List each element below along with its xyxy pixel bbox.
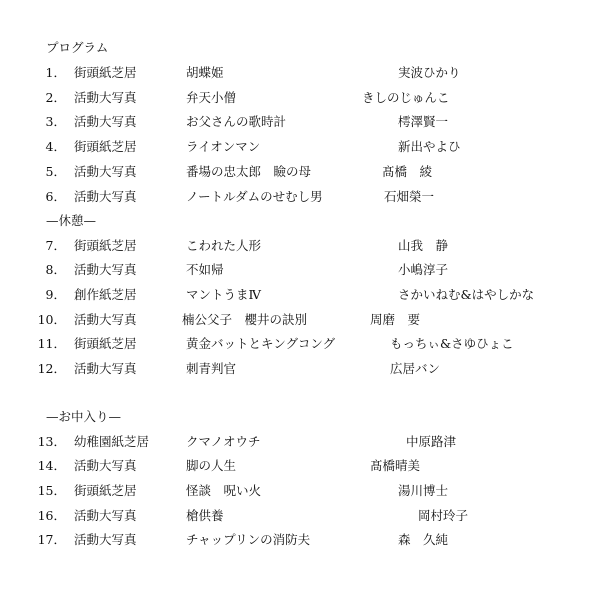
item-number: 7． — [45, 238, 66, 253]
item-genre: 活動大写真 — [74, 361, 137, 376]
program-row — [0, 135, 600, 159]
item-title: お父さんの歌時計 — [186, 114, 287, 129]
item-genre: 活動大写真 — [74, 189, 137, 204]
item-genre: 活動大写真 — [74, 114, 137, 129]
item-performer: 広居バン — [390, 361, 441, 376]
item-genre: 活動大写真 — [74, 458, 137, 473]
item-performer: 樗澤賢一 — [398, 114, 449, 129]
item-performer: 小嶋淳子 — [398, 262, 449, 277]
item-performer: 周磨 要 — [370, 312, 421, 327]
section-heading-program: プログラム — [46, 40, 109, 55]
program-row — [0, 110, 600, 134]
item-number: 11． — [37, 336, 66, 351]
item-title: チャップリンの消防夫 — [186, 532, 311, 547]
item-title: 槍供養 — [186, 508, 224, 523]
program-row — [0, 504, 600, 528]
item-genre: 創作紙芝居 — [74, 287, 137, 302]
item-number: 8． — [45, 262, 66, 277]
item-title: こわれた人形 — [186, 238, 262, 253]
item-performer: 岡村玲子 — [418, 508, 469, 523]
item-number: 12． — [37, 361, 66, 376]
item-performer: 湯川博士 — [398, 483, 449, 498]
program-row — [0, 160, 600, 184]
program-row — [0, 185, 600, 209]
program-row — [0, 357, 600, 381]
item-performer: さかいねむ&はやしかな — [398, 287, 535, 302]
section-heading-nakairi: —お中入り— — [46, 409, 122, 424]
item-number: 1． — [45, 65, 66, 80]
item-number: 2． — [45, 90, 66, 105]
item-title: 刺青判官 — [186, 361, 237, 376]
item-title: ライオンマン — [186, 139, 261, 154]
item-performer: 石畑榮一 — [384, 189, 435, 204]
item-number: 5． — [45, 164, 66, 179]
item-title: 楠公父子 櫻井の訣別 — [182, 312, 308, 327]
item-title: マントうまⅣ — [186, 287, 261, 302]
program-row — [0, 258, 600, 282]
item-title: 怪談 呪い火 — [186, 483, 262, 498]
item-number: 16． — [37, 508, 66, 523]
program-row — [0, 283, 600, 307]
item-performer: 実波ひかり — [398, 65, 461, 80]
item-number: 3． — [45, 114, 66, 129]
item-title: 胡蝶姫 — [186, 65, 224, 80]
item-title: 番場の忠太郎 瞼の母 — [186, 164, 312, 179]
item-performer: きしのじゅんこ — [362, 90, 450, 105]
item-number: 15． — [37, 483, 66, 498]
program-row — [0, 61, 600, 85]
item-performer: 髙橋 綾 — [382, 164, 433, 179]
item-title: 不如帰 — [186, 262, 224, 277]
program-row — [0, 86, 600, 110]
program-row — [0, 454, 600, 478]
program-row — [0, 430, 600, 454]
item-title: クマノオウチ — [186, 434, 261, 449]
item-performer: 森 久純 — [398, 532, 449, 547]
section-heading-intermission: —休憩— — [46, 213, 97, 228]
item-genre: 活動大写真 — [74, 508, 137, 523]
item-number: 10． — [37, 312, 66, 327]
item-number: 13． — [37, 434, 66, 449]
item-title: 弁天小僧 — [186, 90, 237, 105]
item-title: ノートルダムのせむし男 — [186, 189, 323, 204]
item-performer: 新出やよひ — [398, 139, 461, 154]
item-performer: 髙橋晴美 — [370, 458, 421, 473]
program-row — [0, 528, 600, 552]
item-genre: 活動大写真 — [74, 262, 137, 277]
item-number: 4． — [45, 139, 66, 154]
item-genre: 活動大写真 — [74, 312, 137, 327]
program-row — [0, 479, 600, 503]
item-number: 9． — [45, 287, 66, 302]
item-number: 14． — [37, 458, 66, 473]
item-genre: 活動大写真 — [74, 164, 137, 179]
item-genre: 街頭紙芝居 — [74, 65, 137, 80]
item-genre: 活動大写真 — [74, 532, 137, 547]
item-genre: 街頭紙芝居 — [74, 483, 137, 498]
item-number: 6． — [45, 189, 66, 204]
program-row — [0, 234, 600, 258]
item-genre: 街頭紙芝居 — [74, 238, 137, 253]
item-performer: 中原路津 — [406, 434, 457, 449]
item-genre: 街頭紙芝居 — [74, 139, 137, 154]
item-genre: 幼稚園紙芝居 — [74, 434, 150, 449]
item-number: 17． — [37, 532, 66, 547]
item-genre: 街頭紙芝居 — [74, 336, 137, 351]
item-title: 脚の人生 — [186, 458, 237, 473]
program-row — [0, 332, 600, 356]
item-title: 黄金バットとキングコング — [186, 336, 336, 351]
item-performer: もっちぃ&さゆひょこ — [390, 336, 514, 351]
program-row — [0, 308, 600, 332]
item-performer: 山我 静 — [398, 238, 449, 253]
item-genre: 活動大写真 — [74, 90, 137, 105]
